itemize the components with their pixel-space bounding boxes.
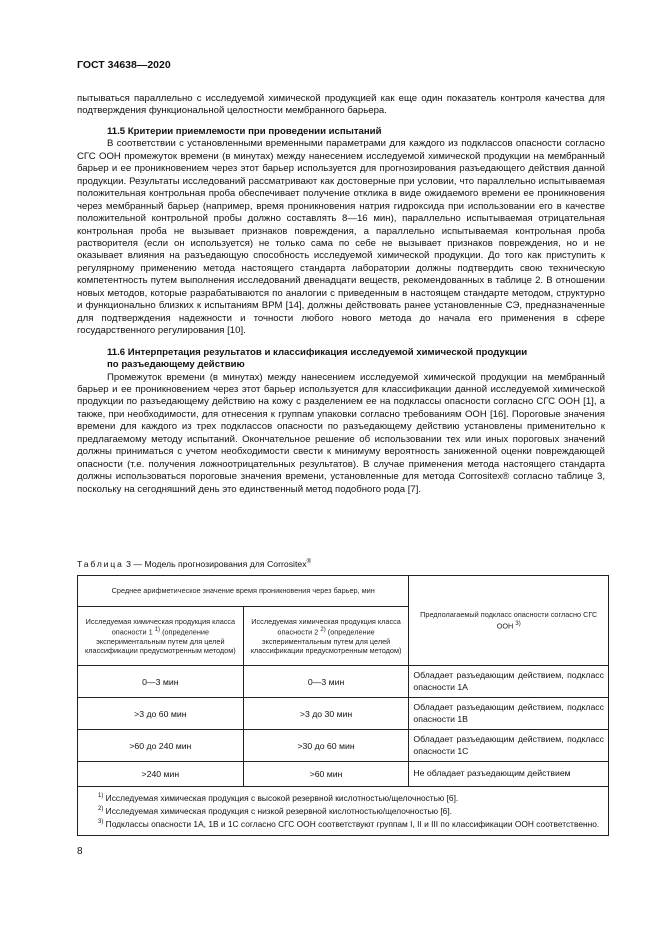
table-header-col3-sup: 3) (515, 620, 521, 627)
footnote-mark: 2) (98, 806, 104, 813)
table-cell-class2: >3 до 30 мин (243, 698, 409, 730)
table-cell-result: Обладает разъедающим действием, подкласс опасности 1С (409, 730, 609, 762)
section-11-6-body: Промежуток времени (в минутах) между нанесением исследуемой химической продукции на мембранный барьер и ее проникновением через этот барьер используется для классификации данной исследуемой химической продукции по разъедающему действию на кожу с разделением ее на подклассы опасности согласно СГС ООН [1], а также, при необходимости, для отнесения к группам упаковки согласно требованиям ООН [16]. Пороговые значения времени для каждого из трех подклассов опасности по разъедающему действию установлены применительно к предлагаемому методу испытаний. Окончательное решение об использовании тех или иных пороговых значений должны приниматься с учетом необходимости свести к минимуму вероятность заниженной оценки повреждающей опасности (т.е. получения ложноотрицательных результатов). В случае применения метода настоящего стандарта должны использоваться пороговые значения времени, установленные для метода Corrositex® согласно таблице 3, поскольку на сегодняшний день это единственный метод подобного рода [7]. (77, 371, 605, 495)
table-header-col3-text: Предполагаемый подкласс опасности согласно СГС ООН (420, 610, 598, 631)
page-number: 8 (77, 846, 83, 857)
table-caption-text: 3 — Модель прогнозирования для Corrositex (126, 559, 307, 569)
body-text (77, 93, 605, 496)
section-11-6-title-line2: по разъедающему действию (107, 359, 245, 371)
intro-paragraph: пытываться параллельно с исследуемой химической продукцией как еще один показатель контроля качества для подтверждения функциональной целостности мембранного барьера. (77, 93, 605, 117)
table-caption (77, 559, 311, 569)
table-cell-class2: 0—3 мин (243, 666, 409, 698)
table-row (78, 762, 609, 787)
table-cell-result: Не обладает разъедающим действием (409, 762, 609, 787)
section-11-5-body: В соответствии с установленными временными параметрами для каждого из подклассов опасности согласно СГС ООН промежуток времени (в минутах) между нанесением исследуемой химической продукции на мембранный барьер и ее проникновением через этот барьер используется для прогнозирования разъедающего действия данной продукции. Результаты исследований рассматривают как достоверные при условии, что параллельно испытываемая положительная контрольная проба обеспечивает получение отклика в виде ожидаемого времени ее проникновения через мембранный барьер (например, время проникновения натрия гидроксида при использовании его в качестве положительной контрольной пробы должно составлять 8—16 мин), параллельно испытываемая отрицательная контрольная проба не вызывает признаков повреждения, а параллельно испытываемая контрольная проба растворителя (если он используется) не только сама по себе не вызывает признаков повреждения, но и не оказывает влияния на разъедающую способность исследуемой химической продукции. До того как приступить к регулярному применению метода настоящего стандарта лаборатории должны подтвердить свою техническую компетентность путем выполнения исследований двенадцати веществ, рекомендованных в таблице 2. В отношении новых методов, которые разрабатываются по аналогии с приведенным в настоящем стандарте методом, структурно и функционально близких к испытаниям ВРМ [14], должны действовать ранее установленные СЭ, предназначенные для подтверждения надежности и точности любого нового метода до начала его применения в сфере государственного регулирования [10]. (77, 138, 605, 337)
table-header-top: Среднее арифметическое значение время проникновения через барьер, мин (78, 576, 409, 607)
table-row (78, 698, 609, 730)
table-row (78, 666, 609, 698)
prediction-table (77, 575, 609, 836)
document-header: ГОСТ 34638—2020 (77, 59, 171, 71)
table-cell-result: Обладает разъедающим действием, подкласс опасности 1В (409, 698, 609, 730)
table-header-col1 (78, 607, 244, 666)
table-cell-class1: >60 до 240 мин (78, 730, 244, 762)
footnote-mark: 3) (98, 819, 104, 826)
table-header-col3 (409, 576, 609, 666)
table-header-col1-text: Исследуемая химическая продукция класса опасности 1 (85, 616, 236, 637)
table-footnotes (78, 787, 609, 836)
table-header-col2-text: Исследуемая химическая продукция класса опасности 2 (251, 616, 401, 637)
section-11-6-title (77, 347, 605, 372)
section-11-5-title: 11.5 Критерии приемлемости при проведении испытаний (107, 125, 382, 137)
table-cell-class1: 0—3 мин (78, 666, 244, 698)
table-footnote (84, 804, 602, 817)
footnote-mark: 1) (98, 793, 104, 799)
table-row (78, 730, 609, 762)
table-header-col2-rest: (определение экспериментальным путем для целей классификации предусмотренным методом) (250, 627, 402, 655)
table-header-col2 (243, 607, 409, 666)
table-cell-result: Обладает разъедающим действием, подкласс опасности 1А (409, 666, 609, 698)
table-footnote (84, 817, 602, 830)
footnote-text: Исследуемая химическая продукция с высокой резервной кислотностью/щелочностью [6]. (105, 792, 459, 803)
table-header-col1-sup: 1) (154, 626, 161, 633)
table-caption-word: Таблица (77, 559, 124, 569)
table-header-col2-sup: 2) (320, 626, 326, 633)
footnote-text: Подклассы опасности 1А, 1В и 1С согласно СГС ООН соответствуют группам I, II и III по классификации ООН соответственно. (105, 819, 600, 830)
table-header-col1-rest: (определение экспериментальным путем для целей классификации предусмотренным методом) (85, 627, 236, 655)
section-11-6-title-line1: 11.6 Интерпретация результатов и классификация исследуемой химической продукции (107, 346, 528, 358)
table-cell-class2: >30 до 60 мин (243, 730, 409, 762)
table-caption-sup: ® (306, 559, 311, 566)
table-cell-class1: >240 мин (78, 762, 244, 787)
table-cell-class1: >3 до 60 мин (78, 698, 244, 730)
footnote-text: Исследуемая химическая продукция с низкой резервной кислотностью/щелочностью [6]. (105, 806, 452, 816)
table-cell-class2: >60 мин (243, 762, 409, 787)
table-footnote (84, 791, 602, 804)
